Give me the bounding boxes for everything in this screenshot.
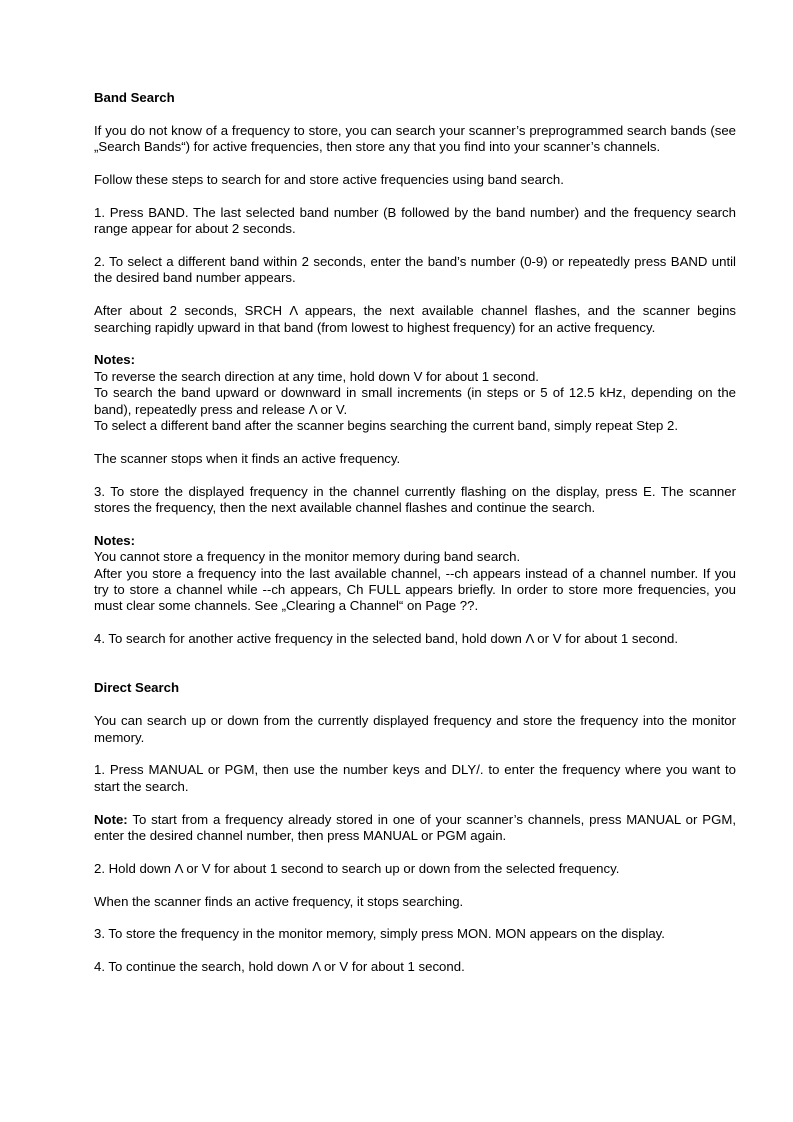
- note-item: After you store a frequency into the last available channel, --ch appears instead of a channel number. If you try to store a channel while --ch appears, Ch FULL appears briefly. In order to store more frequencies, you must clear some channels. See „Clearing a Channel“ on Page ??.: [94, 565, 736, 614]
- direct-search-step-4: 4. To continue the search, hold down Λ or V for about 1 second.: [94, 959, 465, 975]
- note-item: To reverse the search direction at any time, hold down V for about 1 second.: [94, 368, 539, 384]
- note-item: To search the band upward or downward in small increments (in steps or 5 of 12.5 kHz, depending on the band), repeatedly press and release Λ or V.: [94, 385, 736, 417]
- direct-search-step-2: 2. Hold down Λ or V for about 1 second to search up or down from the selected frequency.: [94, 860, 620, 876]
- direct-search-step-1: 1. Press MANUAL or PGM, then use the number keys and DLY/. to enter the frequency where you want to start the search.: [94, 762, 736, 794]
- band-search-step-3: 3. To store the displayed frequency in the channel currently flashing on the display, press E. The scanner stores the frequency, then the next available channel flashes and continue the search.: [94, 483, 736, 516]
- band-search-heading: Band Search: [94, 90, 175, 105]
- band-search-after-step-2: After about 2 seconds, SRCH Λ appears, the next available channel flashes, and the scanner begins searching rapidly upward in that band (from lowest to highest frequency) for an active frequency.: [94, 303, 736, 335]
- notes-label: Notes:: [94, 532, 136, 548]
- band-search-notes-1: [94, 352, 736, 434]
- direct-search-step-3: 3. To store the frequency in the monitor memory, simply press MON. MON appears on the display.: [94, 926, 665, 942]
- note-item: To select a different band after the scanner begins searching the current band, simply repeat Step 2.: [94, 418, 679, 434]
- direct-search-note: [94, 812, 736, 845]
- document-page: [94, 90, 736, 976]
- direct-search-heading: Direct Search: [94, 680, 180, 696]
- band-search-step-2: 2. To select a different band within 2 seconds, enter the band’s number (0-9) or repeatedly press BAND until the desired band number appears.: [94, 254, 736, 286]
- direct-search-stops: When the scanner finds an active frequency, it stops searching.: [94, 893, 464, 909]
- band-search-step-4: 4. To search for another active frequency in the selected band, hold down Λ or V for about 1 second.: [94, 631, 679, 647]
- band-search-intro: If you do not know of a frequency to store, you can search your scanner’s preprogrammed search bands (see „Search Bands“) for active frequencies, then store any that you find into your scanner’s channels.: [94, 122, 736, 155]
- band-search-notes-2: [94, 533, 736, 615]
- note-item: You cannot store a frequency in the monitor memory during band search.: [94, 549, 521, 565]
- band-search-follow: Follow these steps to search for and store active frequencies using band search.: [94, 172, 564, 187]
- band-search-stops: The scanner stops when it finds an active frequency.: [94, 450, 401, 466]
- note-label: Note:: [94, 811, 128, 827]
- band-search-step-1: 1. Press BAND. The last selected band number (B followed by the band number) and the frequency search range appear for about 2 seconds.: [94, 204, 736, 237]
- direct-search-intro: You can search up or down from the currently displayed frequency and store the frequency into the monitor memory.: [94, 713, 736, 745]
- note-text: To start from a frequency already stored in one of your scanner’s channels, press MANUAL or PGM, enter the desired channel number, then press MANUAL or PGM again.: [94, 811, 736, 844]
- notes-label: Notes:: [94, 352, 136, 368]
